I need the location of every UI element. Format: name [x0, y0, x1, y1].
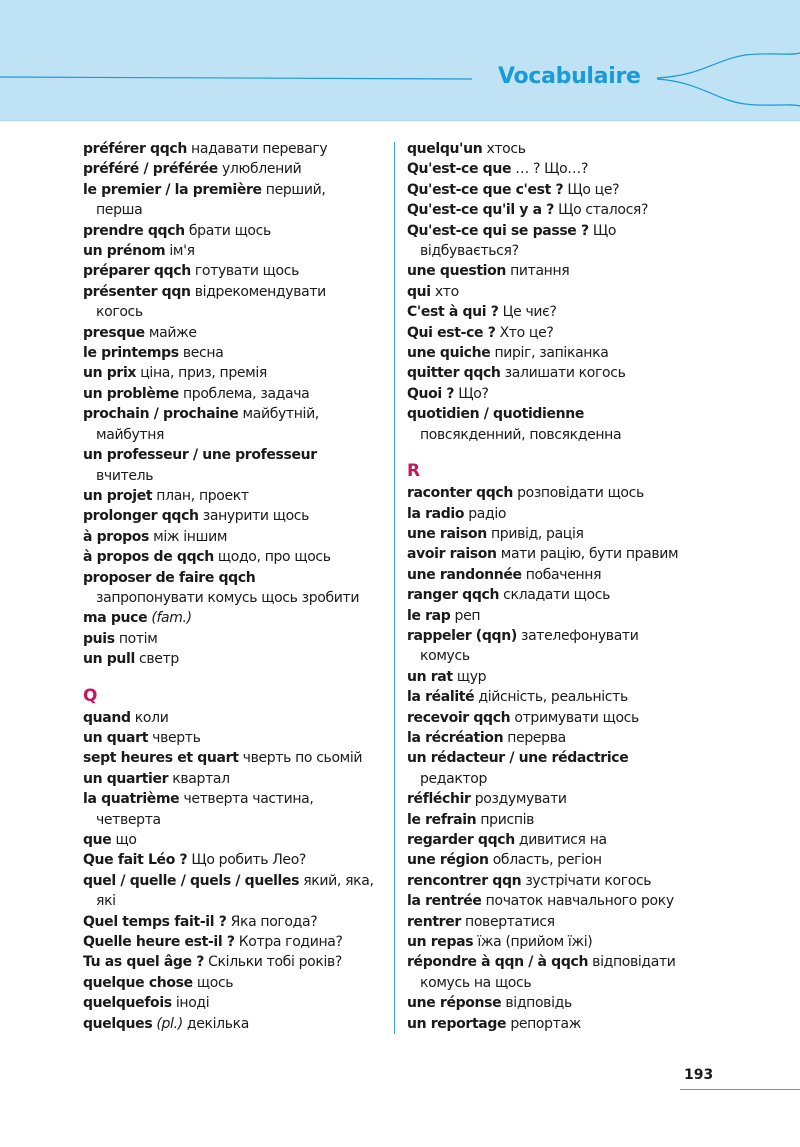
vocab-entry [407, 728, 719, 748]
vocab-translation: реп [450, 607, 481, 624]
vocab-translation: складати щось [499, 587, 610, 604]
vocab-translation-continuation: запропонувати комусь щось зробити [96, 589, 360, 606]
vocab-term: ranger qqch [407, 587, 500, 604]
vocab-entry [83, 728, 395, 748]
vocab-term: ma puce [83, 610, 148, 627]
vocab-term: puis [83, 630, 115, 647]
vocab-term: regarder qqch [407, 832, 515, 848]
vocab-term: une réponse [407, 995, 502, 1012]
vocab-term: le printemps [83, 345, 179, 362]
vocab-entry [83, 608, 395, 628]
vocab-entry [407, 524, 719, 544]
vocab-entry [83, 282, 395, 302]
vocab-entry [407, 504, 719, 524]
vocab-entry [407, 159, 719, 179]
vocab-term: quelque chose [83, 974, 193, 991]
vocab-entry [407, 993, 719, 1013]
vocab-entry [83, 527, 395, 547]
vocab-term: quotidien / quotidienne [407, 406, 585, 423]
vocab-term: un rédacteur / une rédactrice [407, 750, 629, 767]
vocab-term: une randonnée [407, 566, 522, 583]
vocab-translation: Скільки тобі років? [204, 954, 342, 971]
vocab-translation: Яка погода? [226, 913, 318, 930]
vocab-entry [83, 547, 395, 567]
vocab-entry [83, 993, 395, 1013]
vocab-entry [407, 363, 719, 383]
vocab-entry [83, 159, 395, 179]
vocab-term: presque [83, 324, 145, 341]
vocab-term: prendre qqch [83, 222, 185, 239]
vocab-entry [83, 568, 395, 588]
vocab-term: préparer qqch [83, 263, 191, 280]
vocab-entry [83, 789, 395, 809]
vocab-translation-continuation: комусь на щось [420, 974, 532, 991]
vocab-entry [407, 748, 719, 768]
vocab-entry [407, 343, 719, 363]
vocab-entry [407, 830, 719, 850]
vocab-entry [407, 708, 719, 728]
vocab-term: la rentrée [407, 893, 482, 910]
vocab-note: (fam.) [147, 610, 192, 627]
vocab-translation-continuation: перша [96, 202, 143, 219]
vocab-term: présenter qqn [83, 283, 191, 300]
vocab-entry [407, 483, 719, 503]
vocab-translation: початок навчального року [481, 893, 674, 910]
vocab-term: Quoi ? [407, 385, 455, 402]
vocab-translation: хто [430, 283, 459, 300]
vocab-entry [83, 343, 395, 363]
vocab-entry [83, 830, 395, 850]
vocab-translation: отримувати щось [510, 709, 639, 726]
vocab-translation: проблема, задача [178, 385, 310, 402]
vocab-entry [83, 221, 395, 241]
vocab-term: à propos de qqch [83, 549, 214, 566]
vocab-term: Qu'est-ce que [407, 161, 512, 178]
vocab-translation: щодо, про щось [213, 549, 331, 566]
vocab-term: un professeur / une professeur [83, 447, 317, 464]
vocab-translation: побачення [521, 566, 602, 583]
vocab-term: recevoir qqch [407, 709, 511, 726]
vocab-term: avoir raison [407, 546, 497, 563]
vocab-translation: відповідь [501, 995, 572, 1012]
vocab-entry [83, 973, 395, 993]
vocab-term: quel / quelle / quels / quelles [83, 872, 300, 889]
vocab-term: quelqu'un [407, 141, 483, 157]
vocab-translation: роздумувати [470, 791, 567, 808]
vocab-term: quitter qqch [407, 365, 501, 382]
vocab-translation: розповідати щось [512, 485, 644, 502]
vocab-translation-continuation: які [96, 893, 116, 910]
vocab-term: une région [407, 852, 489, 869]
vocab-translation: який, яка, [299, 872, 374, 889]
page-title: Vocabulaire [498, 64, 641, 89]
vocab-term: le premier / la première [83, 181, 262, 198]
vocab-entry [83, 180, 395, 200]
vocab-translation: відповідати [588, 954, 676, 971]
vocab-translation: Хто це? [495, 324, 554, 341]
vocab-translation: ціна, приз, премія [136, 365, 267, 382]
vocab-translation: надавати перевагу [186, 141, 328, 157]
vocab-entry [83, 850, 395, 870]
vocab-term: Tu as quel âge ? [83, 954, 205, 971]
vocabulary-column-right [407, 139, 719, 1034]
vocab-term: quand [83, 709, 131, 726]
vocab-term: une question [407, 263, 506, 280]
vocab-term: préféré / préférée [83, 161, 218, 178]
vocab-entry [407, 891, 719, 911]
vocab-entry [83, 932, 395, 952]
vocab-translation: занурити щось [198, 508, 310, 525]
vocab-translation: декілька [182, 1015, 250, 1032]
vocab-translation-continuation: редактор [420, 770, 488, 787]
vocab-translation: Що? [454, 385, 489, 402]
vocab-term: un problème [83, 385, 179, 402]
vocab-entry [83, 384, 395, 404]
vocab-term: préférer qqch [83, 141, 187, 157]
vocab-term: prochain / prochaine [83, 406, 239, 423]
vocab-translation: залишати когось [500, 365, 626, 382]
vocab-entry [407, 384, 719, 404]
vocab-term: prolonger qqch [83, 508, 199, 525]
vocab-entry [83, 404, 395, 424]
vocab-entry [407, 952, 719, 972]
vocab-term: à propos [83, 528, 150, 545]
vocab-term: la radio [407, 505, 465, 522]
vocab-term: un prix [83, 365, 137, 382]
vocab-translation-continuation: повсякденний, повсякденна [420, 426, 622, 443]
vocab-term: le rap [407, 607, 451, 624]
vocab-term: un rat [407, 668, 453, 685]
vocab-translation: питання [506, 263, 570, 280]
vocab-term: une raison [407, 525, 487, 542]
vocab-term: une quiche [407, 345, 491, 362]
vocab-translation: майбутній, [238, 406, 319, 423]
vocab-term: rentrer [407, 913, 461, 930]
vocab-term: proposer de faire qqch [83, 569, 256, 586]
vocab-term: Quel temps fait-il ? [83, 913, 227, 930]
vocab-entry [407, 585, 719, 605]
vocab-translation-continuation: четверта [96, 811, 161, 828]
vocab-translation: чверть по сьомій [238, 750, 363, 767]
vocab-translation: щур [452, 668, 487, 685]
vocab-term: Qu'est-ce qui se passe ? [407, 222, 589, 239]
vocab-translation: дивитися на [514, 832, 607, 848]
page-number: 193 [684, 1067, 714, 1083]
vocab-entry [407, 871, 719, 891]
vocab-translation: привід, рація [486, 525, 584, 542]
page-number-rule [680, 1089, 800, 1090]
vocab-translation: зателефонувати [516, 627, 639, 644]
vocab-term: un prénom [83, 243, 166, 260]
vocab-term: répondre à qqn / à qqch [407, 954, 589, 971]
vocab-translation: перший, [261, 181, 326, 198]
vocab-translation: дійсність, реальність [474, 689, 628, 706]
vocab-term: un quart [83, 729, 149, 746]
vocab-term: la quatrième [83, 791, 180, 808]
vocab-translation-continuation: відбувається? [420, 243, 519, 260]
vocab-entry [407, 323, 719, 343]
vocab-entry [83, 952, 395, 972]
vocab-translation: Що робить Лео? [187, 852, 306, 869]
vocab-entry [407, 687, 719, 707]
vocab-term: rencontrer qqn [407, 872, 522, 889]
vocab-term: rappeler (qqn) [407, 627, 517, 644]
vocab-term: quelquefois [83, 995, 172, 1012]
vocab-translation: Котра година? [234, 934, 343, 951]
vocab-translation: між іншим [149, 528, 228, 545]
vocab-translation-continuation: майбутня [96, 426, 165, 443]
vocab-entry [83, 486, 395, 506]
header-decoration [0, 0, 800, 121]
vocab-entry [83, 139, 395, 159]
vocab-entry [83, 748, 395, 768]
vocab-translation: улюблений [217, 161, 302, 178]
vocab-translation: весна [178, 345, 224, 362]
vocab-entry [407, 302, 719, 322]
vocab-translation: четверта частина, [179, 791, 314, 808]
vocab-entry [83, 261, 395, 281]
vocab-translation: що [111, 832, 137, 848]
vocab-translation: готувати щось [190, 263, 299, 280]
vocab-translation: чверть [148, 729, 201, 746]
vocab-translation: перерва [503, 729, 566, 746]
vocab-entry [407, 850, 719, 870]
vocabulary-column-left [83, 139, 395, 1034]
vocab-translation-continuation: комусь [420, 648, 470, 665]
vocab-entry [407, 789, 719, 809]
vocab-translation: іноді [171, 995, 210, 1012]
vocab-translation: щось [192, 974, 234, 991]
vocab-term: Quelle heure est-il ? [83, 934, 235, 951]
vocab-entry [83, 649, 395, 669]
vocab-translation: мати рацію, бути правим [496, 546, 679, 563]
vocab-entry [407, 261, 719, 281]
vocab-entry [407, 565, 719, 585]
vocab-translation: ім'я [165, 243, 195, 260]
vocab-entry [83, 769, 395, 789]
vocab-translation: Що [588, 222, 617, 239]
vocab-translation: область, регіон [488, 852, 602, 869]
vocab-term: que [83, 832, 112, 848]
vocab-note: (pl.) [152, 1015, 183, 1032]
vocab-translation: светр [134, 651, 179, 668]
vocab-entry [407, 932, 719, 952]
vocab-term: sept heures et quart [83, 750, 239, 767]
vocab-term: quelques [83, 1015, 153, 1032]
vocab-translation: майже [144, 324, 197, 341]
vocab-translation: хтось [482, 141, 526, 157]
letter-heading: Q [83, 685, 98, 706]
vocab-entry [83, 912, 395, 932]
vocab-entry [83, 323, 395, 343]
vocab-entry [407, 139, 719, 159]
vocab-term: Que fait Léo ? [83, 852, 188, 869]
vocab-translation: Що сталося? [554, 202, 649, 219]
vocab-entry [407, 912, 719, 932]
vocab-entry [83, 445, 395, 465]
vocab-translation: приспів [476, 811, 535, 828]
vocab-term: Qu'est-ce que c'est ? [407, 181, 564, 198]
vocab-term: un reportage [407, 1015, 507, 1032]
vocab-entry [83, 363, 395, 383]
vocab-translation: Це чиє? [498, 304, 557, 321]
vocab-entry [83, 1014, 395, 1034]
vocab-entry [83, 708, 395, 728]
vocab-translation: … ? Що…? [511, 161, 589, 178]
vocab-entry [407, 200, 719, 220]
vocab-entry [83, 241, 395, 261]
vocab-entry [83, 871, 395, 891]
vocab-term: la récréation [407, 729, 504, 746]
vocab-translation-continuation: вчитель [96, 467, 154, 484]
vocab-term: un repas [407, 934, 474, 951]
vocab-term: Qui est-ce ? [407, 324, 496, 341]
vocab-entry [407, 282, 719, 302]
vocab-entry [407, 626, 719, 646]
vocab-translation: відрекомендувати [190, 283, 326, 300]
vocab-translation: брати щось [184, 222, 271, 239]
vocab-entry [407, 221, 719, 241]
vocab-term: la réalité [407, 689, 475, 706]
vocab-term: le refrain [407, 811, 477, 828]
vocab-translation: пиріг, запіканка [490, 345, 609, 362]
vocab-term: qui [407, 283, 431, 300]
vocab-entry [407, 180, 719, 200]
vocab-term: raconter qqch [407, 485, 513, 502]
vocab-translation: план, проект [152, 487, 249, 504]
column-divider [394, 142, 395, 1034]
vocab-translation: їжа (прийом їжі) [473, 934, 593, 951]
letter-heading: R [407, 461, 421, 482]
vocab-translation-continuation: когось [96, 304, 143, 321]
vocab-translation: репортаж [506, 1015, 581, 1032]
vocab-term: un projet [83, 487, 153, 504]
vocab-translation: квартал [168, 770, 230, 787]
vocab-entry [407, 606, 719, 626]
vocab-entry [83, 629, 395, 649]
vocab-translation: потім [114, 630, 158, 647]
vocab-translation: радіо [464, 505, 507, 522]
vocab-entry [407, 404, 719, 424]
vocab-entry [407, 1014, 719, 1034]
vocab-entry [407, 667, 719, 687]
vocab-translation: коли [130, 709, 169, 726]
vocab-term: un pull [83, 651, 135, 668]
vocab-entry [83, 506, 395, 526]
vocab-term: C'est à qui ? [407, 304, 499, 321]
vocab-translation: повертатися [460, 913, 555, 930]
vocab-term: réfléchir [407, 791, 471, 808]
vocab-entry [407, 544, 719, 564]
vocab-entry [407, 810, 719, 830]
vocab-translation: Що це? [563, 181, 620, 198]
vocab-term: Qu'est-ce qu'il y a ? [407, 202, 554, 219]
vocab-translation: зустрічати когось [521, 872, 652, 889]
vocab-term: un quartier [83, 770, 169, 787]
